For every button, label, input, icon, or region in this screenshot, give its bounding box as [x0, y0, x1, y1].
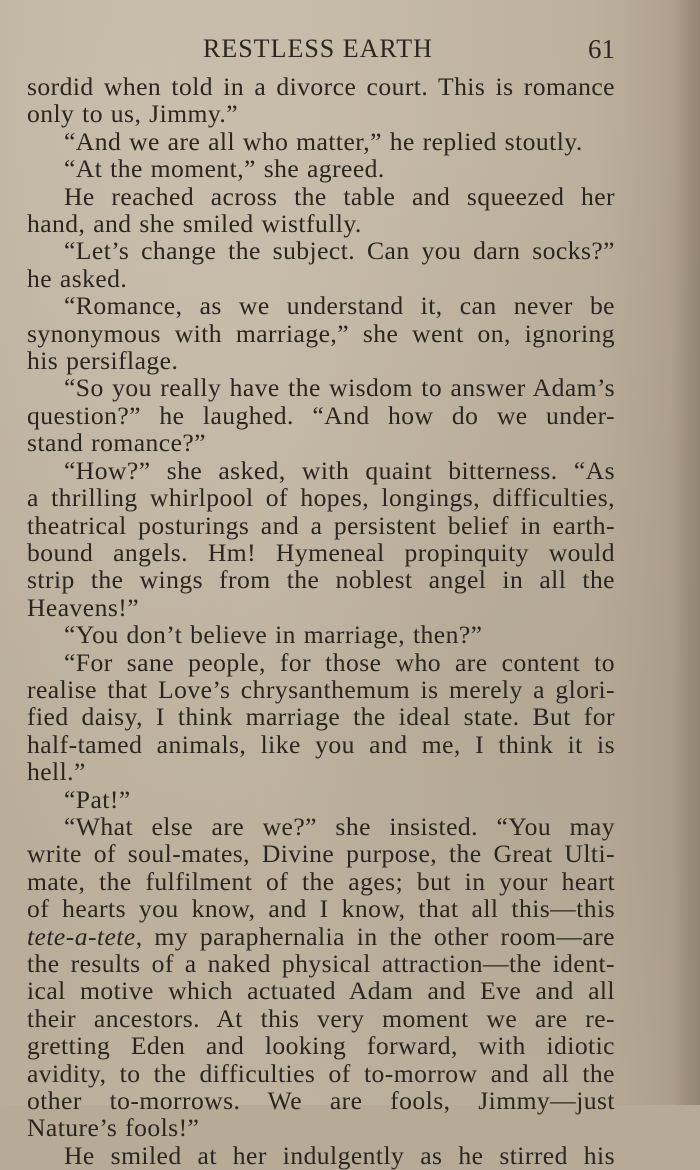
text-line: “You don’t believe in marriage, then?”	[64, 620, 483, 650]
text-line: mate, the fulfilment of the ages; but in your heart	[27, 866, 615, 896]
page-header	[0, 34, 700, 74]
text-line: “What else are we?” she insisted. “You may	[64, 811, 615, 841]
text-line: write of soul-mates, Divine purpose, the Great Ulti-	[27, 839, 615, 869]
text-line: a thrilling whirlpool of hopes, longings, difficulties,	[27, 483, 615, 513]
text-line: He smiled at her indulgently as he stirred his	[64, 1140, 615, 1170]
text-line: He reached across the table and squeezed her	[64, 181, 615, 211]
text-line: question?” he laughed. “And how do we under-	[27, 400, 615, 430]
text-line: ical motive which actuated Adam and Eve and all	[27, 976, 615, 1006]
text-line: “And we are all who matter,” he replied stoutly.	[64, 126, 583, 156]
text-line: of hearts you know, and I know, that all this—this	[27, 894, 615, 924]
text-line: fied daisy, I think marriage the ideal state. But for	[27, 702, 615, 732]
text-line: strip the wings from the noblest angel in all the	[27, 565, 615, 595]
text-line: “At the moment,” she agreed.	[64, 154, 385, 184]
text-line: “For sane people, for those who are content to	[64, 647, 615, 677]
text-line: “Pat!”	[64, 784, 131, 814]
page-edge-shadow	[672, 0, 700, 1105]
page-number: 61	[588, 34, 615, 64]
text-line: realise that Love’s chrysanthemum is merely a glori-	[27, 674, 615, 704]
text-line: other to-morrows. We are fools, Jimmy—just	[27, 1086, 615, 1116]
text-line: his persiflage.	[27, 346, 179, 376]
text-line: bound angels. Hm! Hymeneal propinquity would	[27, 537, 615, 567]
text-line: stand romance?”	[27, 428, 206, 458]
text-line: avidity, to the difficulties of to-morrow and all the	[27, 1058, 615, 1088]
body-text	[27, 73, 615, 1169]
text-line: “So you really have the wisdom to answer Adam’s	[64, 373, 615, 403]
text-line: theatrical posturings and a persistent belief in earth-	[27, 510, 615, 540]
text-line: tete-a-tete, my paraphernalia in the other room—are	[27, 921, 615, 951]
text-line: “How?” she asked, with quaint bitterness. “As	[64, 455, 615, 485]
text-line: their ancestors. At this very moment we are re-	[27, 1003, 615, 1033]
text-line: only to us, Jimmy.”	[27, 99, 239, 129]
text-line: hell.”	[27, 757, 86, 787]
text-line: synonymous with marriage,” she went on, ignoring	[27, 318, 615, 348]
text-line: gretting Eden and looking forward, with idiotic	[27, 1031, 615, 1061]
text-line: “Let’s change the subject. Can you darn socks?”	[64, 236, 615, 266]
text-line: he asked.	[27, 263, 128, 293]
running-title: RESTLESS EARTH	[203, 34, 433, 63]
text-line: sordid when told in a divorce court. This is romance	[27, 72, 615, 101]
text-line: hand, and she smiled wistfully.	[27, 209, 362, 239]
text-line: Nature’s fools!”	[27, 1113, 200, 1143]
text-line: half-tamed animals, like you and me, I think it is	[27, 729, 615, 759]
text-line: the results of a naked physical attraction—the ident-	[27, 949, 615, 978]
text-line: “Romance, as we understand it, can never be	[64, 291, 615, 321]
text-line: Heavens!”	[27, 592, 140, 622]
